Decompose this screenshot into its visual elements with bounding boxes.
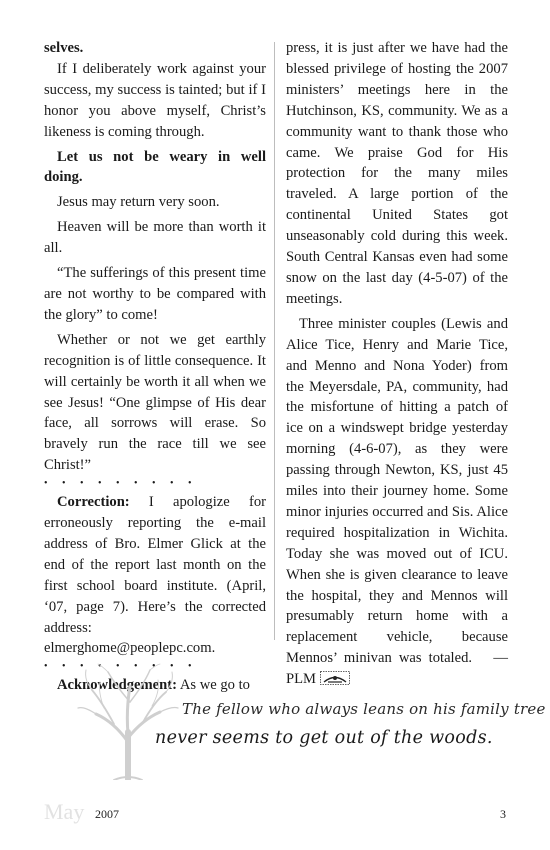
signoff: —PLM — [286, 650, 508, 688]
footer-year: 2007 — [95, 807, 119, 821]
correction-label: Correction: — [57, 494, 130, 511]
right-column — [286, 38, 508, 690]
column-divider — [274, 42, 275, 640]
end-mark-icon — [320, 671, 350, 685]
paragraph: Heaven will be more than worth it all. — [44, 219, 266, 257]
paragraph: Jesus may return very soon. — [57, 194, 220, 211]
left-column — [44, 38, 266, 696]
paragraph: “The sufferings of this present time are not worthy to be compared with the glory” to come! — [44, 265, 266, 323]
correction-text: I apologize for erroneously reporting the e-mail address of Bro. Elmer Glick at the end of the report last month on the first school board institute. (April, ‘07, page 7). Here’s the corrected address: elmerghome@peoplepc.com. — [44, 494, 266, 657]
page-number: 3 — [500, 807, 506, 821]
acknowledgement-label: Acknowledgement: — [57, 677, 177, 694]
paragraph: If I deliberately work against your success, my success is tainted; but if I honor you above myself, Christ’s likeness is coming through. — [44, 60, 266, 140]
quote-line-1: The fellow who always leans on his family tree — [182, 700, 546, 718]
acknowledgement-text: As we go to — [176, 677, 250, 694]
paragraph: press, it is just after we have had the blessed privilege of hosting the 2007 ministers’ meetings here in the Hutchinson, KS, community. We as a community want to thank those who came. We praise God for His protection for the many miles traveled. A large portion of the continental United States got unseasonably cold during this week. South Central Kansas even had some snow on the last day (4-5-07) of the meetings. — [286, 40, 508, 307]
footer-month: May — [44, 799, 85, 824]
separator-dots: • • • • • • • • • — [44, 478, 198, 490]
tree-illustration — [74, 662, 182, 780]
paragraph: Let us not be weary in well doing. — [44, 148, 266, 186]
separator-dots: • • • • • • • • • — [44, 661, 198, 673]
paragraph: Whether or not we get earthly recognition is of little consequence. It will certainly be worth it all when we see Jesus! “One glimpse of His dear face, all sorrows will erase. So bravely run the race till we see Christ!” — [44, 331, 266, 474]
quote-line-2: never seems to get out of the woods. — [155, 728, 493, 748]
correction-paragraph — [44, 492, 266, 659]
paragraph: Three minister couples (Lewis and Alice Tice, Henry and Marie Tice, and Menno and Nona Yoder) from the Meyersdale, PA, community, had the misfortune of hitting a patch of ice on a windswept bridge yesterday morning (4-6-07), as they were passing through Newton, KS, just 45 miles into their journey home. Some minor injuries occurred and Sis. Alice required hospitalization in Wichita. Today she was moved out of ICU. When she is given clearance to leave the hospital, they and Mennos will presumably return home with a replacement vehicle, because Mennos’ minivan was totaled. —PLM — [286, 315, 508, 688]
paragraph: selves. — [44, 40, 84, 56]
